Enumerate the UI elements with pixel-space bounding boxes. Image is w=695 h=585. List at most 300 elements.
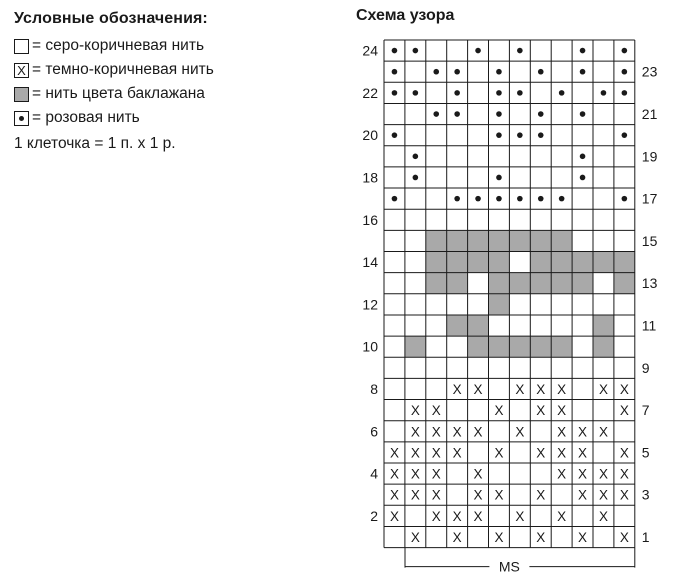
chart-cell-empty: [614, 294, 635, 315]
chart-cell-filled: [468, 336, 489, 357]
chart-cell-empty: [509, 103, 530, 124]
chart-cell-empty: [426, 40, 447, 61]
chart-cell-filled: [489, 273, 510, 294]
cross-mark: X: [578, 424, 588, 440]
chart-cell-empty: [489, 357, 510, 378]
row-number-label: 15: [641, 232, 658, 249]
chart-cell-empty: [405, 273, 426, 294]
dot-mark: [601, 90, 607, 96]
cross-mark: X: [452, 445, 462, 461]
chart-cell-empty: [572, 315, 593, 336]
chart-cell-empty: [426, 125, 447, 146]
row-number-label: 17: [641, 190, 658, 207]
chart-cell-filled: [426, 230, 447, 251]
chart-cell-empty: [384, 378, 405, 399]
chart-cell-empty: [572, 294, 593, 315]
row-number-label: 1: [641, 529, 650, 546]
chart-cell-empty: [530, 294, 551, 315]
chart-cell-empty: [405, 315, 426, 336]
chart-cell-empty: [593, 146, 614, 167]
cross-mark: X: [619, 466, 629, 482]
chart-title: Схема узора: [356, 7, 455, 24]
chart-cell-filled: [593, 336, 614, 357]
chart-cell-empty: [572, 357, 593, 378]
chart-cell-empty: [384, 357, 405, 378]
chart-cell-empty: [530, 315, 551, 336]
chart-cell-empty: [384, 294, 405, 315]
chart-cell-empty: [447, 167, 468, 188]
cross-mark: X: [17, 62, 26, 78]
chart-cell-empty: [614, 336, 635, 357]
cross-mark: X: [578, 487, 588, 503]
chart-cell-empty: [384, 209, 405, 230]
cross-mark: X: [410, 530, 420, 546]
cross-mark: X: [452, 530, 462, 546]
cross-mark: X: [389, 445, 399, 461]
dot-mark: [538, 69, 544, 75]
chart-cell-empty: [551, 61, 572, 82]
dot-mark: [538, 111, 544, 117]
chart-cell-filled: [593, 252, 614, 273]
dot-mark: [454, 111, 460, 117]
chart-cell-filled: [614, 252, 635, 273]
dot-mark: [496, 111, 502, 117]
chart-cell-empty: [447, 209, 468, 230]
chart-cell-empty: [447, 125, 468, 146]
dot-mark: [454, 69, 460, 75]
chart-cell-filled: [489, 336, 510, 357]
chart-cell-empty: [509, 252, 530, 273]
chart-cell-empty: [468, 146, 489, 167]
chart-cell-empty: [530, 40, 551, 61]
cross-mark: X: [410, 403, 420, 419]
cross-mark: X: [515, 424, 525, 440]
chart-cell-empty: [405, 61, 426, 82]
chart-cell-empty: [405, 209, 426, 230]
chart-cell-empty: [447, 40, 468, 61]
chart-cell-empty: [426, 336, 447, 357]
chart-cell-empty: [489, 463, 510, 484]
legend-title: Условные обозначения:: [14, 10, 208, 27]
chart-cell-empty: [551, 484, 572, 505]
cross-mark: X: [473, 508, 483, 524]
cross-mark: X: [619, 445, 629, 461]
cross-mark: X: [536, 530, 546, 546]
dot-mark: [496, 132, 502, 138]
dot-mark: [538, 196, 544, 202]
stitch-ratio-note: 1 клеточка = 1 п. х 1 р.: [14, 135, 176, 152]
chart-cell-empty: [426, 188, 447, 209]
row-number-label: 11: [641, 317, 657, 334]
dot-mark: [580, 175, 586, 181]
dot-mark: [559, 90, 565, 96]
chart-cell-empty: [551, 526, 572, 547]
cross-mark: X: [431, 487, 441, 503]
chart-cell-empty: [614, 505, 635, 526]
chart-cell-empty: [447, 484, 468, 505]
chart-cell-filled: [447, 315, 468, 336]
chart-cell-empty: [405, 125, 426, 146]
dot-mark: [413, 154, 419, 160]
chart-cell-empty: [426, 315, 447, 336]
cross-mark: X: [389, 487, 399, 503]
chart-cell-empty: [468, 103, 489, 124]
cross-mark: X: [536, 445, 546, 461]
chart-cell-empty: [551, 103, 572, 124]
dot-mark: [392, 69, 398, 75]
chart-cell-empty: [384, 421, 405, 442]
chart-cell-empty: [426, 526, 447, 547]
chart-cell-empty: [426, 378, 447, 399]
cross-mark: X: [473, 381, 483, 397]
dot-mark: [517, 48, 523, 54]
chart-cell-filled: [489, 252, 510, 273]
chart-cell-empty: [447, 357, 468, 378]
dot-mark: [622, 196, 628, 202]
chart-cell-empty: [405, 188, 426, 209]
cross-mark: X: [578, 445, 588, 461]
chart-cell-empty: [530, 505, 551, 526]
chart-cell-empty: [593, 103, 614, 124]
cross-mark: X: [515, 381, 525, 397]
chart-cell-filled: [530, 273, 551, 294]
cross-mark: X: [431, 424, 441, 440]
cross-mark: X: [452, 508, 462, 524]
chart-cell-empty: [509, 146, 530, 167]
dot-mark: [538, 132, 544, 138]
chart-cell-empty: [572, 400, 593, 421]
chart-cell-empty: [509, 61, 530, 82]
row-number-label: 24: [362, 42, 378, 59]
chart-cell-empty: [593, 209, 614, 230]
dot-mark: [392, 196, 398, 202]
row-number-label: 6: [370, 423, 378, 440]
chart-cell-empty: [530, 463, 551, 484]
chart-cell-empty: [593, 40, 614, 61]
cross-mark: X: [598, 466, 608, 482]
chart-cell-filled: [447, 252, 468, 273]
dot-mark: [517, 90, 523, 96]
dot-mark: [433, 111, 439, 117]
chart-cell-empty: [468, 400, 489, 421]
dot-mark: [580, 69, 586, 75]
cross-mark: X: [557, 466, 567, 482]
chart-cell-empty: [426, 294, 447, 315]
chart-cell-empty: [509, 463, 530, 484]
chart-cell-empty: [468, 357, 489, 378]
chart-cell-empty: [530, 421, 551, 442]
row-number-label: 13: [641, 275, 658, 292]
legend-item-label: = розовая нить: [32, 109, 140, 126]
chart-cell-empty: [551, 294, 572, 315]
cross-mark: X: [473, 424, 483, 440]
cross-mark: X: [598, 487, 608, 503]
chart-cell-empty: [447, 336, 468, 357]
chart-cell-empty: [614, 209, 635, 230]
row-number-label: 7: [641, 402, 650, 419]
row-number-label: 9: [641, 359, 650, 376]
chart-cell-empty: [530, 357, 551, 378]
chart-cell-empty: [572, 188, 593, 209]
chart-cell-empty: [384, 273, 405, 294]
dot-mark: [559, 196, 565, 202]
chart-cell-empty: [468, 273, 489, 294]
legend-item-label: = нить цвета баклажана: [32, 85, 205, 102]
chart-cell-empty: [384, 336, 405, 357]
dot-mark: [622, 69, 628, 75]
chart-cell-empty: [509, 357, 530, 378]
cross-mark: X: [557, 424, 567, 440]
cross-mark: X: [410, 466, 420, 482]
cross-mark: X: [578, 530, 588, 546]
chart-cell-empty: [593, 125, 614, 146]
chart-cell-empty: [614, 230, 635, 251]
chart-cell-filled: [426, 252, 447, 273]
dot-mark: [580, 154, 586, 160]
chart-cell-empty: [384, 315, 405, 336]
chart-cell-empty: [489, 40, 510, 61]
chart-cell-empty: [447, 146, 468, 167]
cross-mark: X: [536, 487, 546, 503]
cross-mark: X: [557, 403, 567, 419]
cross-mark: X: [578, 466, 588, 482]
cross-mark: X: [431, 466, 441, 482]
row-number-label: 14: [362, 254, 378, 271]
row-number-label: 23: [641, 63, 658, 80]
cross-mark: X: [619, 403, 629, 419]
chart-cell-empty: [384, 103, 405, 124]
chart-cell-empty: [593, 61, 614, 82]
chart-cell-filled: [468, 315, 489, 336]
legend-item-label: = серо-коричневая нить: [32, 37, 205, 54]
chart-cell-empty: [572, 230, 593, 251]
row-number-label: 4: [370, 465, 378, 482]
chart-cell-filled: [551, 252, 572, 273]
chart-cell-empty: [468, 294, 489, 315]
chart-cell-empty: [426, 146, 447, 167]
cross-mark: X: [410, 445, 420, 461]
chart-cell-empty: [593, 357, 614, 378]
chart-cell-empty: [593, 400, 614, 421]
chart-cell-empty: [530, 82, 551, 103]
chart-cell-empty: [405, 103, 426, 124]
chart-cell-empty: [447, 463, 468, 484]
chart-cell-empty: [572, 209, 593, 230]
cross-mark: X: [536, 403, 546, 419]
chart-cell-empty: [468, 82, 489, 103]
chart-cell-empty: [530, 146, 551, 167]
chart-cell-empty: [468, 167, 489, 188]
dot-mark: [475, 48, 481, 54]
row-number-label: 19: [641, 148, 658, 165]
row-number-label: 20: [362, 127, 378, 144]
chart-cell-empty: [551, 40, 572, 61]
dot-mark: [454, 90, 460, 96]
chart-cell-empty: [509, 442, 530, 463]
row-number-label: 10: [362, 338, 378, 355]
chart-cell-filled: [551, 273, 572, 294]
chart-cell-empty: [572, 336, 593, 357]
dot-mark: [475, 196, 481, 202]
chart-cell-empty: [426, 167, 447, 188]
chart-cell-filled: [468, 230, 489, 251]
dot-mark: [496, 90, 502, 96]
cross-mark: X: [494, 530, 504, 546]
cross-mark: X: [452, 381, 462, 397]
chart-cell-empty: [447, 294, 468, 315]
chart-cell-empty: [593, 294, 614, 315]
chart-cell-empty: [572, 82, 593, 103]
chart-cell-empty: [551, 146, 572, 167]
chart-cell-empty: [384, 146, 405, 167]
chart-cell-filled: [572, 273, 593, 294]
dot-mark: [433, 69, 439, 75]
chart-cell-filled: [551, 230, 572, 251]
cross-mark: X: [473, 487, 483, 503]
chart-cell-filled: [509, 230, 530, 251]
cross-mark: X: [494, 403, 504, 419]
chart-cell-empty: [551, 125, 572, 146]
chart-cell-filled: [489, 294, 510, 315]
chart-cell-empty: [614, 421, 635, 442]
chart-cell-filled: [551, 336, 572, 357]
cross-mark: X: [598, 424, 608, 440]
chart-cell-filled: [509, 336, 530, 357]
dot-mark: [454, 196, 460, 202]
chart-cell-empty: [509, 400, 530, 421]
chart-cell-empty: [468, 526, 489, 547]
dot-mark: [622, 90, 628, 96]
chart-cell-empty: [384, 167, 405, 188]
cross-mark: X: [515, 508, 525, 524]
chart-cell-empty: [509, 209, 530, 230]
chart-cell-empty: [530, 167, 551, 188]
row-number-label: 12: [362, 296, 378, 313]
chart-cell-empty: [489, 421, 510, 442]
chart-cell-empty: [384, 230, 405, 251]
chart-cell-empty: [405, 505, 426, 526]
chart-cell-filled: [405, 336, 426, 357]
chart-cell-empty: [551, 315, 572, 336]
dot-mark: [413, 48, 419, 54]
cross-mark: X: [410, 424, 420, 440]
cross-mark: X: [557, 445, 567, 461]
chart-cell-empty: [405, 252, 426, 273]
chart-cell-empty: [509, 526, 530, 547]
cross-mark: X: [389, 508, 399, 524]
row-number-label: 3: [641, 486, 650, 503]
chart-cell-filled: [614, 273, 635, 294]
row-number-label: 5: [641, 444, 650, 461]
dot-mark: [392, 48, 398, 54]
chart-cell-empty: [614, 167, 635, 188]
cross-mark: X: [389, 466, 399, 482]
chart-cell-empty: [572, 125, 593, 146]
cross-mark: X: [598, 381, 608, 397]
chart-cell-empty: [468, 61, 489, 82]
chart-cell-empty: [593, 442, 614, 463]
chart-cell-empty: [384, 252, 405, 273]
dot-mark: [622, 132, 628, 138]
row-number-label: 8: [370, 380, 378, 397]
row-number-label: 22: [362, 84, 378, 101]
cross-mark: X: [536, 381, 546, 397]
chart-cell-filled: [447, 230, 468, 251]
chart-cell-empty: [426, 82, 447, 103]
chart-cell-empty: [614, 146, 635, 167]
chart-cell-empty: [489, 378, 510, 399]
row-number-label: 2: [370, 507, 378, 524]
dot-mark: [580, 111, 586, 117]
chart-cell-empty: [384, 400, 405, 421]
chart-cell-empty: [593, 230, 614, 251]
chart-cell-empty: [614, 103, 635, 124]
chart-cell-filled: [489, 230, 510, 251]
chart-cell-empty: [509, 315, 530, 336]
chart-cell-empty: [593, 526, 614, 547]
chart-cell-empty: [551, 167, 572, 188]
row-number-label: 21: [641, 106, 658, 123]
dot-mark: [413, 175, 419, 181]
chart-cell-filled: [426, 273, 447, 294]
chart-cell-empty: [468, 442, 489, 463]
chart-cell-empty: [530, 209, 551, 230]
chart-cell-empty: [489, 146, 510, 167]
dot-mark: [622, 48, 628, 54]
row-number-label: 18: [362, 169, 378, 186]
cross-mark: X: [598, 508, 608, 524]
cross-mark: X: [557, 381, 567, 397]
chart-cell-empty: [509, 484, 530, 505]
dot-mark: [392, 90, 398, 96]
chart-cell-empty: [405, 294, 426, 315]
chart-cell-filled: [530, 230, 551, 251]
chart-cell-empty: [509, 294, 530, 315]
chart-cell-filled: [509, 273, 530, 294]
cross-mark: X: [431, 445, 441, 461]
chart-cell-empty: [593, 273, 614, 294]
chart-cell-filled: [572, 252, 593, 273]
cross-mark: X: [494, 487, 504, 503]
chart-cell-empty: [593, 188, 614, 209]
dot-mark: [580, 48, 586, 54]
chart-cell-empty: [614, 357, 635, 378]
chart-cell-empty: [489, 505, 510, 526]
dot-mark: [496, 196, 502, 202]
cross-mark: X: [619, 381, 629, 397]
cross-mark: X: [473, 466, 483, 482]
chart-cell-empty: [468, 125, 489, 146]
chart-cell-filled: [447, 273, 468, 294]
chart-cell-empty: [489, 209, 510, 230]
cross-mark: X: [557, 508, 567, 524]
chart-cell-empty: [384, 526, 405, 547]
dot-mark: [496, 69, 502, 75]
chart-cell-empty: [572, 378, 593, 399]
chart-cell-filled: [468, 252, 489, 273]
cross-mark: X: [431, 508, 441, 524]
chart-cell-empty: [614, 315, 635, 336]
chart-cell-empty: [468, 209, 489, 230]
dot-mark: [517, 196, 523, 202]
chart-cell-empty: [551, 357, 572, 378]
chart-cell-empty: [593, 167, 614, 188]
chart-cell-empty: [551, 209, 572, 230]
cross-mark: X: [410, 487, 420, 503]
cross-mark: X: [619, 487, 629, 503]
cross-mark: X: [494, 445, 504, 461]
chart-cell-filled: [530, 252, 551, 273]
